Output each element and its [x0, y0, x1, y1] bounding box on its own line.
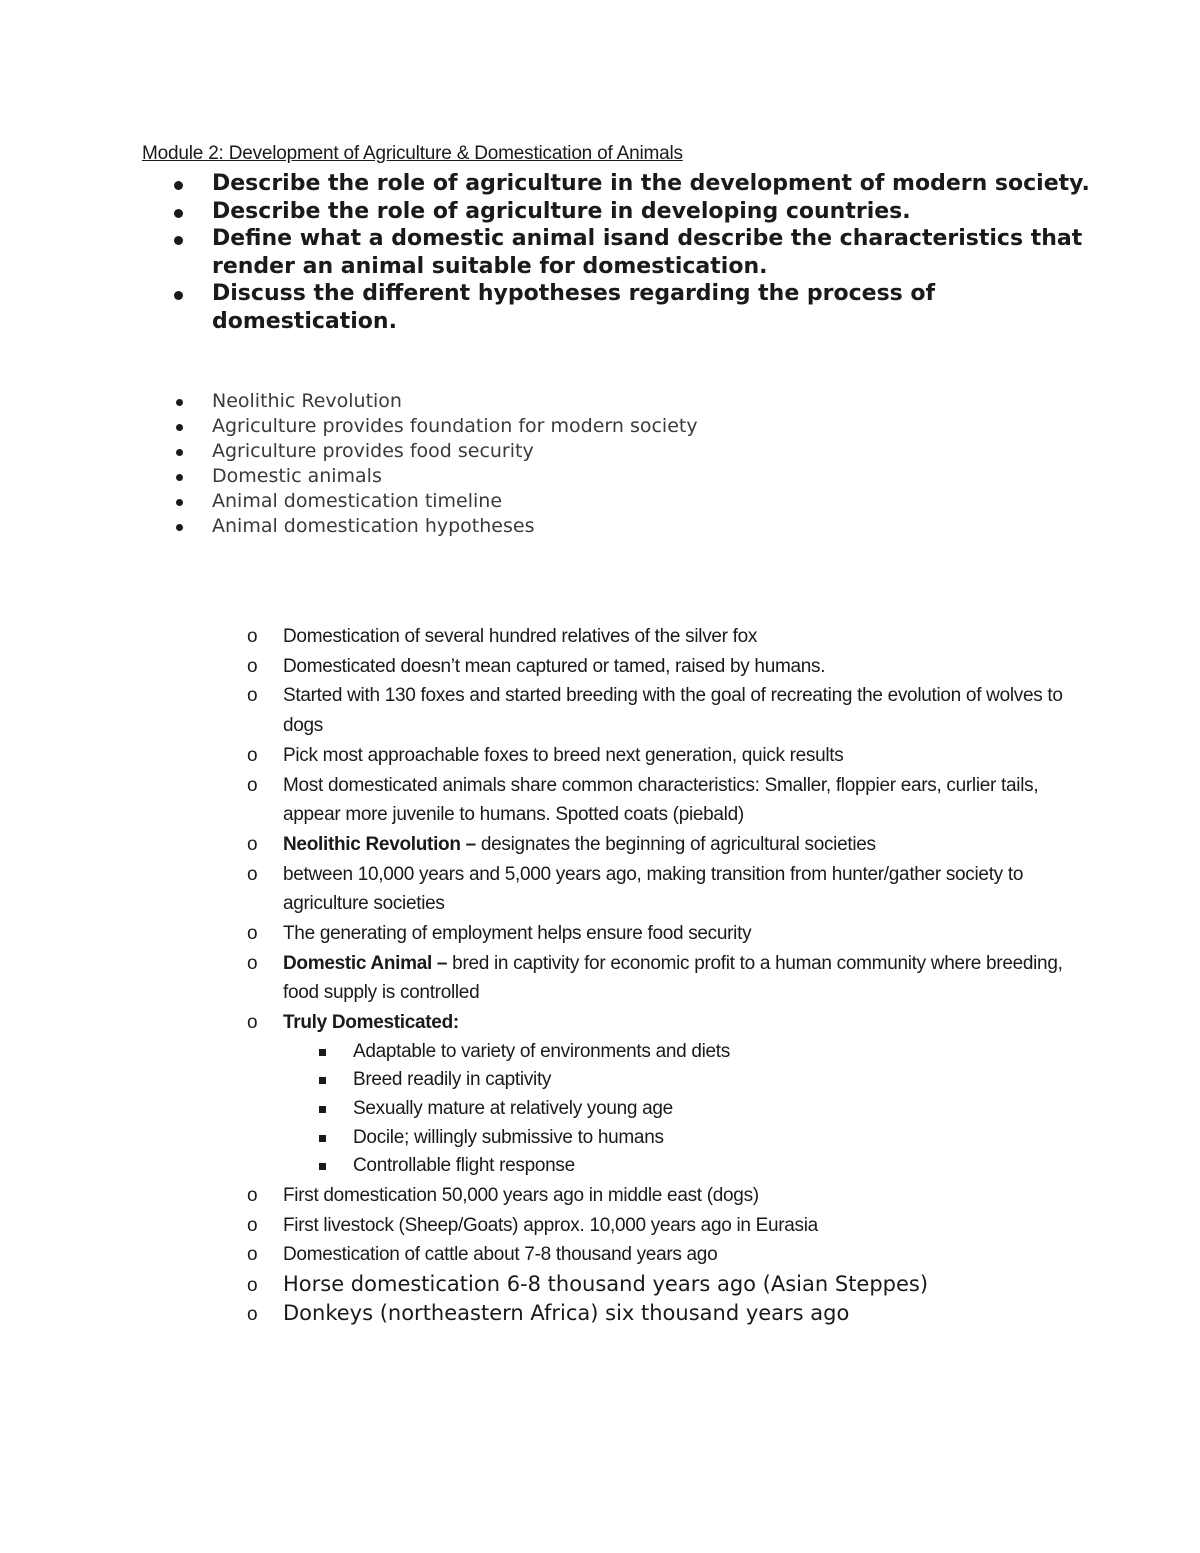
circle-bullet-icon: o — [247, 655, 258, 677]
note-item — [0, 1240, 1083, 1270]
topic-text: Domestic animals — [212, 465, 382, 487]
module-title: Module 2: Development of Agriculture & Domestication of Animals — [142, 143, 683, 164]
bullet-icon — [174, 181, 183, 190]
objective-item — [0, 170, 1092, 198]
note-text: Horse domestication 6-8 thousand years ago (Asian Steppes) — [283, 1271, 929, 1296]
note-text: First domestication 50,000 years ago in middle east (dogs) — [283, 1184, 759, 1206]
square-bullet-icon — [319, 1135, 326, 1142]
bullet-icon — [176, 524, 183, 531]
note-text: Domesticated doesn’t mean captured or tamed, raised by humans. — [283, 655, 826, 677]
circle-bullet-icon: o — [247, 833, 258, 855]
objective-text: Define what a domestic animal isand describe the characteristics that render an animal suitable for domestication. — [212, 226, 1083, 279]
note-text: Donkeys (northeastern Africa) six thousand years ago — [283, 1301, 850, 1326]
sub-list-item — [283, 1038, 1083, 1067]
objective-text: Describe the role of agriculture in the development of modern society. — [212, 171, 1090, 196]
objective-item — [0, 198, 1092, 226]
note-term: Truly Domesticated: — [283, 1012, 459, 1034]
note-item — [0, 830, 1083, 860]
circle-bullet-icon: o — [247, 774, 258, 796]
note-text: First livestock (Sheep/Goats) approx. 10,000 years ago in Eurasia — [283, 1214, 818, 1236]
notes-list — [0, 622, 1200, 1329]
note-text: Domestication of cattle about 7-8 thousand years ago — [283, 1244, 718, 1266]
circle-bullet-icon: o — [247, 744, 258, 766]
note-item — [0, 622, 1083, 652]
note-item — [0, 1270, 1083, 1300]
note-text: The generating of employment helps ensure food security — [283, 923, 752, 945]
square-bullet-icon — [319, 1049, 326, 1056]
circle-bullet-icon: o — [247, 1214, 258, 1236]
note-text: Domestication of several hundred relatives of the silver fox — [283, 626, 758, 647]
sub-item-text: Adaptable to variety of environments and diets — [353, 1040, 730, 1062]
note-item — [0, 919, 1083, 949]
square-bullet-icon — [319, 1106, 326, 1113]
topics-list — [0, 389, 1200, 539]
topic-item — [0, 414, 1200, 439]
note-term: Domestic Animal – — [283, 952, 448, 974]
bullet-icon — [176, 424, 183, 431]
circle-bullet-icon: o — [247, 1304, 258, 1326]
bullet-icon — [174, 236, 183, 245]
bullet-icon — [174, 291, 183, 300]
bullet-icon — [176, 399, 183, 406]
circle-bullet-icon: o — [247, 1184, 258, 1206]
circle-bullet-icon: o — [247, 1274, 258, 1296]
circle-bullet-icon: o — [247, 863, 258, 885]
sub-item-text: Breed readily in captivity — [353, 1069, 552, 1091]
note-text: Pick most approachable foxes to breed next generation, quick results — [283, 744, 844, 766]
note-term: Neolithic Revolution – — [283, 833, 476, 855]
note-item — [0, 1181, 1083, 1211]
bullet-icon — [176, 499, 183, 506]
note-text: between 10,000 years and 5,000 years ago, making transition from hunter/gather society to agriculture societies — [283, 863, 1024, 915]
sub-list-item — [283, 1152, 1083, 1181]
truly-domesticated-list — [283, 1038, 1083, 1181]
circle-bullet-icon: o — [247, 1244, 258, 1266]
bullet-icon — [174, 209, 183, 218]
note-item — [0, 1299, 1083, 1329]
note-text: bred in captivity for economic profit to a human community where breeding, food supply is controlled — [283, 952, 1063, 1004]
topic-item — [0, 514, 1200, 539]
topic-item — [0, 489, 1200, 514]
square-bullet-icon — [319, 1163, 326, 1170]
note-item — [0, 1211, 1083, 1241]
bullet-icon — [176, 449, 183, 456]
sub-list-item — [283, 1066, 1083, 1095]
objective-item — [0, 280, 1092, 335]
topic-item — [0, 439, 1200, 464]
note-text: Started with 130 foxes and started breeding with the goal of recreating the evolution of wolves to dogs — [283, 685, 1063, 737]
note-item — [0, 741, 1083, 771]
topic-text: Animal domestication timeline — [212, 490, 503, 512]
note-text: designates the beginning of agricultural societies — [475, 833, 876, 855]
objective-text: Describe the role of agriculture in developing countries. — [212, 198, 911, 224]
note-item — [0, 860, 1083, 919]
sub-item-text: Docile; willingly submissive to humans — [353, 1126, 664, 1148]
objective-text: Discuss the different hypotheses regarding the process of domestication. — [212, 281, 936, 334]
topic-text: Agriculture provides food security — [212, 440, 534, 462]
note-item — [0, 681, 1083, 740]
note-text: Most domesticated animals share common characteristics: Smaller, floppier ears, curlier tails, appear more juvenile to humans. Spotted coats (piebald) — [283, 774, 1039, 826]
sub-list-item — [283, 1095, 1083, 1124]
objective-item — [0, 225, 1092, 280]
note-item — [0, 1008, 1083, 1181]
topic-text: Neolithic Revolution — [212, 390, 402, 412]
sub-list-item — [283, 1124, 1083, 1153]
note-item — [0, 652, 1083, 682]
circle-bullet-icon: o — [247, 685, 258, 707]
objectives-list — [0, 170, 1200, 335]
square-bullet-icon — [319, 1077, 326, 1084]
note-item — [0, 771, 1083, 830]
topic-text: Animal domestication hypotheses — [212, 515, 535, 537]
bullet-icon — [176, 474, 183, 481]
circle-bullet-icon: o — [247, 1012, 258, 1034]
circle-bullet-icon: o — [247, 952, 258, 974]
sub-item-text: Sexually mature at relatively young age — [353, 1098, 673, 1120]
topic-item — [0, 464, 1200, 489]
topic-item — [0, 389, 1200, 414]
circle-bullet-icon: o — [247, 923, 258, 945]
circle-bullet-icon: o — [247, 626, 258, 647]
sub-item-text: Controllable flight response — [353, 1155, 575, 1177]
note-item — [0, 949, 1083, 1008]
topic-text: Agriculture provides foundation for modern society — [212, 415, 698, 437]
